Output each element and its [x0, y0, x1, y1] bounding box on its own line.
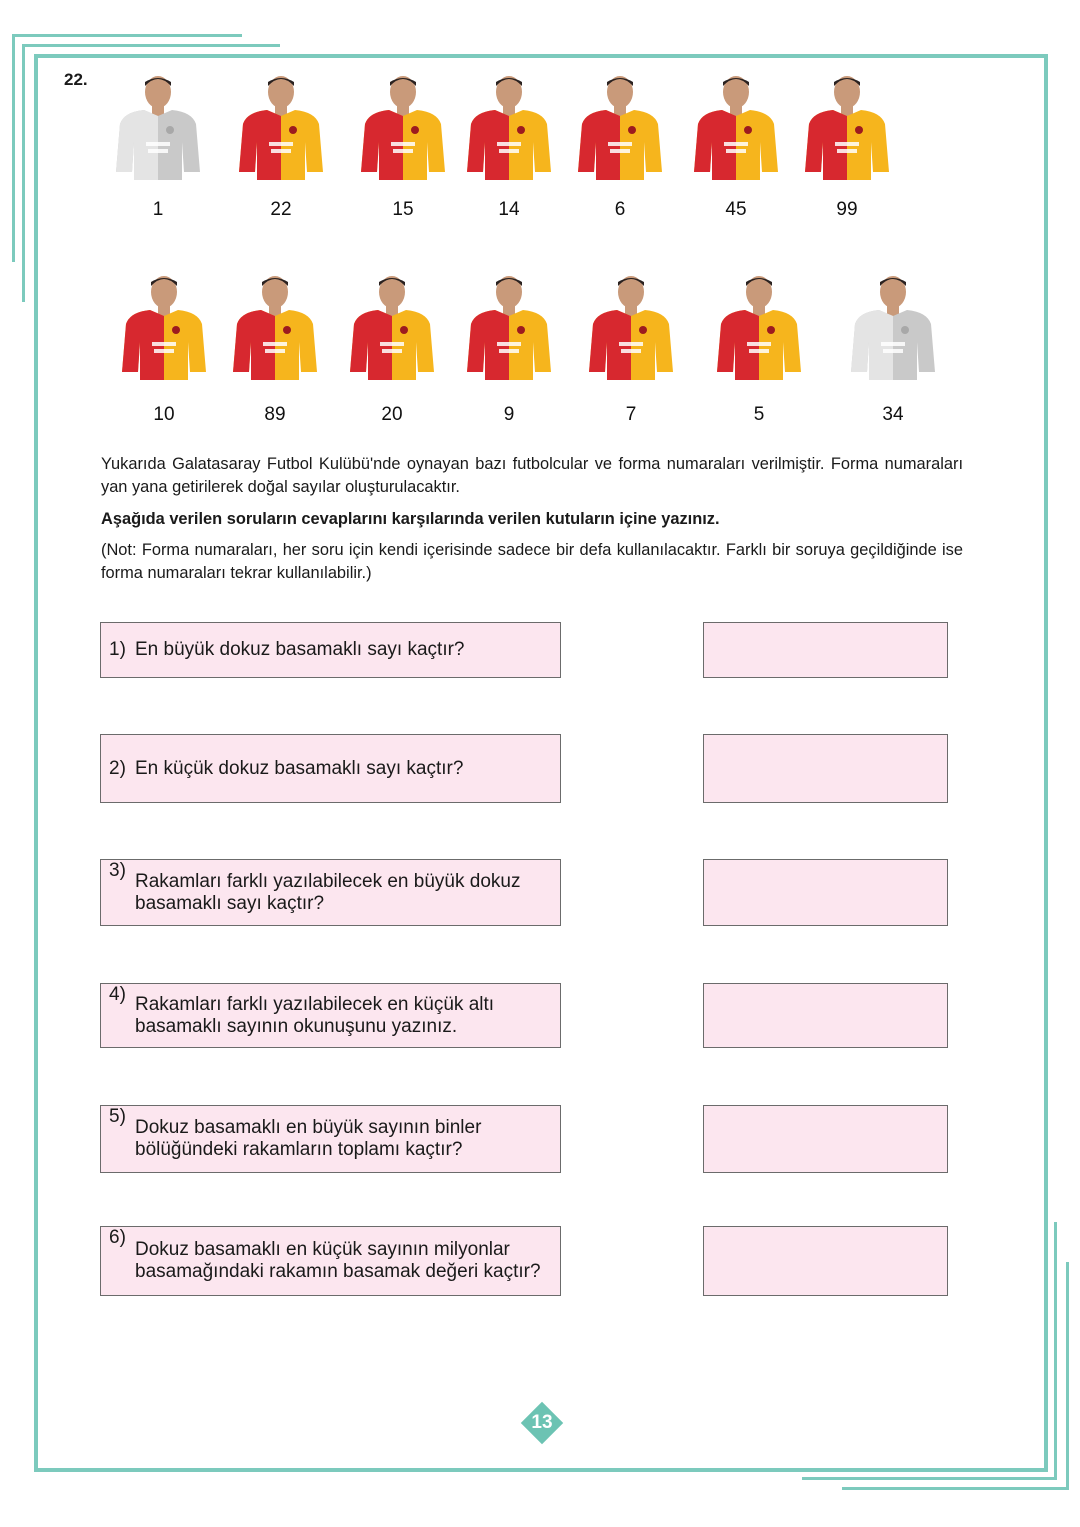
player-photo: [845, 272, 941, 382]
player-photo: [355, 72, 451, 182]
question-6: [100, 1226, 561, 1296]
player-photo: [116, 272, 212, 382]
player-jersey-number: 20: [381, 404, 403, 425]
question-6-number: 6): [109, 1227, 126, 1248]
player-photo: [110, 72, 206, 182]
instruction-text: Aşağıda verilen soruların cevaplarını karşılarında verilen kutuların içine yazınız.: [101, 510, 720, 528]
player-jersey-number: 6: [614, 199, 626, 220]
question-4-text: Rakamları farklı yazılabilecek en küçük altı basamaklı sayının okunuşunu yazınız.: [135, 993, 495, 1037]
answer-box-4[interactable]: [703, 983, 948, 1048]
question-3-number: 3): [109, 860, 126, 881]
player-photo: [688, 72, 784, 182]
question-2-number: 2): [109, 757, 126, 779]
question-5-text: Dokuz basamaklı en büyük sayının binler bölüğündeki rakamların toplamı kaçtır?: [135, 1117, 482, 1160]
question-2: [100, 734, 561, 803]
question-1: [100, 622, 561, 678]
player-photo: [583, 272, 679, 382]
player-jersey-number: 10: [153, 404, 175, 425]
player-jersey-number: 1: [152, 199, 164, 220]
answer-box-5[interactable]: [703, 1105, 948, 1173]
player-jersey-number: 89: [264, 404, 286, 425]
question-2-text: En küçük dokuz basamaklı sayı kaçtır?: [135, 757, 464, 779]
intro-paragraph: Yukarıda Galatasaray Futbol Kulübü'nde oynayan bazı futbolcular ve forma numaraları verilmiştir. Forma numaraları yan yana getirilerek doğal sayılar oluşturulacaktır.: [101, 455, 963, 496]
question-4: [100, 983, 561, 1048]
player-photo: [461, 272, 557, 382]
note-text: (Not: Forma numaraları, her soru için kendi içerisinde sadece bir defa kullanılacaktır. Farklı bir soruya geçildiğinde ise forma numaraları tekrar kullanılabilir.): [101, 541, 963, 582]
question-3-text: Rakamları farklı yazılabilecek en büyük dokuz basamaklı sayı kaçtır?: [135, 870, 521, 914]
player-jersey-number: 15: [392, 199, 414, 220]
question-6-text: Dokuz basamaklı en küçük sayının milyonlar basamağındaki rakamın basamak değeri kaçtır?: [135, 1239, 541, 1282]
question-number: 22.: [64, 70, 88, 89]
page-number-badge: [521, 1402, 563, 1444]
player-photo: [572, 72, 668, 182]
player-photo: [799, 72, 895, 182]
player-photo: [461, 72, 557, 182]
player-jersey-number: 5: [753, 404, 765, 425]
answer-box-6[interactable]: [703, 1226, 948, 1296]
player-jersey-number: 99: [836, 199, 858, 220]
answer-box-1[interactable]: [703, 622, 948, 678]
player-jersey-number: 34: [882, 404, 904, 425]
player-jersey-number: 9: [503, 404, 515, 425]
player-jersey-number: 7: [625, 404, 637, 425]
player-jersey-number: 45: [725, 199, 747, 220]
question-5-number: 5): [109, 1106, 126, 1127]
player-photo: [227, 272, 323, 382]
player-photo: [344, 272, 440, 382]
page-number: 13: [531, 1412, 553, 1433]
answer-box-3[interactable]: [703, 859, 948, 926]
player-jersey-number: 22: [270, 199, 292, 220]
question-1-number: 1): [109, 639, 126, 660]
player-jersey-number: 14: [498, 199, 520, 220]
question-1-text: En büyük dokuz basamaklı sayı kaçtır?: [135, 639, 465, 660]
player-photo: [233, 72, 329, 182]
answer-box-2[interactable]: [703, 734, 948, 803]
player-photo: [711, 272, 807, 382]
question-4-number: 4): [109, 984, 126, 1005]
question-5: [100, 1105, 561, 1173]
question-3: [100, 859, 561, 926]
